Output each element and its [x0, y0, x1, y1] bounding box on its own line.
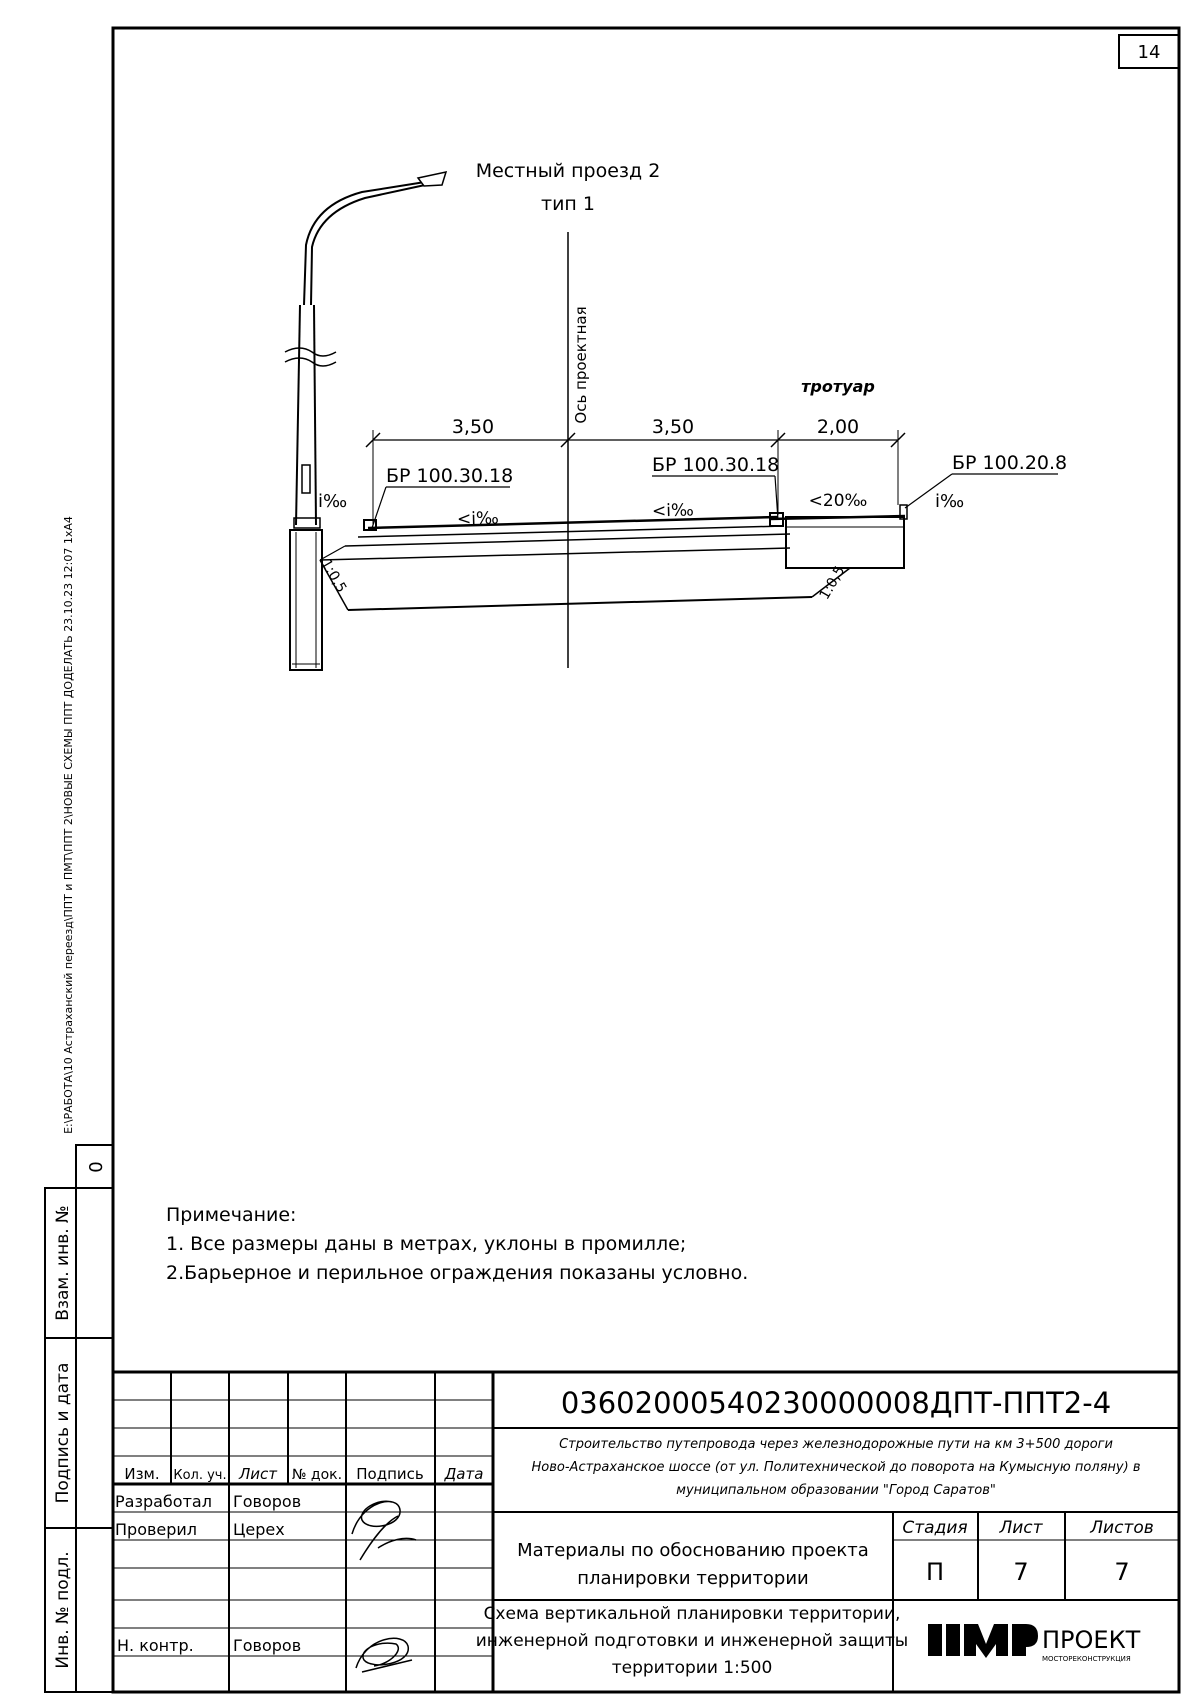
- slope-right-edge: i‰: [935, 491, 965, 512]
- dimension-left: 3,50: [451, 416, 495, 438]
- company-logo: [928, 1624, 1141, 1663]
- scheme-line-1: Схема вертикальной планировки территории,: [483, 1604, 901, 1624]
- stage-value: П: [925, 1558, 945, 1586]
- stamp-vzam-inv: Взам. инв. №: [53, 1205, 73, 1321]
- notes-item-2: 2.Барьерное и перильное ограждения показаны условно.: [166, 1262, 749, 1284]
- logo-subtext: МОСТОРЕКОНСТРУКЦИЯ: [1042, 1655, 1131, 1663]
- project-line-2: Ново-Астраханское шоссе (от ул. Политехнической до поворота на Кумысную поляну) в: [531, 1460, 1141, 1475]
- slope-left-edge: i‰: [318, 491, 348, 512]
- header-stadia: Стадия: [902, 1518, 968, 1538]
- dimension-right: 2,00: [816, 416, 860, 438]
- road-cross-section: [285, 160, 1067, 670]
- page-number: 14: [1137, 42, 1161, 63]
- barrier-mid-label: БР 100.30.18: [652, 454, 780, 476]
- sidewalk-label: тротуар: [801, 377, 875, 396]
- sheet-value: 7: [1013, 1558, 1029, 1586]
- header-sheet: Лист: [999, 1518, 1043, 1538]
- role-developed: Разработал: [115, 1492, 212, 1511]
- scheme-line-3: территории 1:500: [611, 1658, 773, 1678]
- axis-label: Ось проектная: [572, 306, 590, 424]
- project-line-3: муниципальном образовании "Город Саратов": [676, 1483, 996, 1498]
- header-izm: Изм.: [124, 1465, 160, 1483]
- logo-text: ПРОЕКТ: [1042, 1626, 1141, 1654]
- notes: [166, 1204, 748, 1284]
- title-block: [113, 1372, 1179, 1692]
- header-list: Лист: [238, 1465, 278, 1483]
- header-sheets: Листов: [1090, 1518, 1154, 1538]
- role-norm-control: Н. контр.: [117, 1636, 194, 1655]
- dimension-middle: 3,50: [651, 416, 695, 438]
- file-path: E:\РАБОТА\10 Астраханский переезд\ППТ и ПМТ\ППТ 2\НОВЫЕ СХЕМЫ ППТ ДОДЕЛАТЬ 23.10.23 12:07 1хА4: [62, 516, 75, 1134]
- name-checked: Церех: [233, 1520, 285, 1539]
- lighting-pole-icon: [285, 172, 446, 670]
- signature-icon: [352, 1501, 416, 1560]
- scheme-line-2: инженерной подготовки и инженерной защиты: [475, 1631, 909, 1651]
- embankment-left-slope: 1:0,5: [317, 556, 350, 596]
- section-title: Местный проезд 2: [475, 160, 661, 182]
- left-stamp: [45, 1145, 113, 1692]
- stamp-inv-podl: Инв. № подл.: [53, 1551, 73, 1669]
- embankment-right-slope: 1:0,5: [816, 563, 849, 603]
- role-checked: Проверил: [115, 1520, 198, 1539]
- header-podpis: Подпись: [356, 1465, 424, 1483]
- barrier-left-label: БР 100.30.18: [386, 465, 514, 487]
- stamp-zero: 0: [86, 1161, 107, 1173]
- stamp-podpis-data: Подпись и дата: [53, 1362, 73, 1504]
- project-line-1: Строительство путепровода через железнодорожные пути на км 3+500 дороги: [559, 1437, 1113, 1452]
- materials-line-2: планировки территории: [577, 1568, 809, 1589]
- name-developed: Говоров: [233, 1492, 302, 1511]
- section-type: тип 1: [541, 193, 595, 215]
- sheets-value: 7: [1114, 1558, 1130, 1586]
- slope-sidewalk: <20‰: [808, 491, 868, 511]
- header-data: Дата: [444, 1465, 484, 1483]
- notes-heading: Примечание:: [166, 1204, 297, 1226]
- signature-icon: [356, 1638, 412, 1672]
- header-n-dok: № док.: [291, 1467, 343, 1483]
- barrier-right-label: БР 100.20.8: [952, 452, 1068, 474]
- materials-line-1: Материалы по обоснованию проекта: [517, 1540, 869, 1561]
- notes-item-1: 1. Все размеры даны в метрах, уклоны в промилле;: [166, 1233, 687, 1255]
- name-norm-control: Говоров: [233, 1636, 302, 1655]
- slope-lane-left: <i‰: [456, 508, 500, 530]
- slope-lane-right: <i‰: [651, 500, 695, 522]
- header-kol-uch: Кол. уч.: [173, 1468, 227, 1483]
- document-code: 03602000540230000008ДПТ-ППТ2-4: [560, 1386, 1112, 1420]
- logo-mark-icon: [928, 1624, 1038, 1658]
